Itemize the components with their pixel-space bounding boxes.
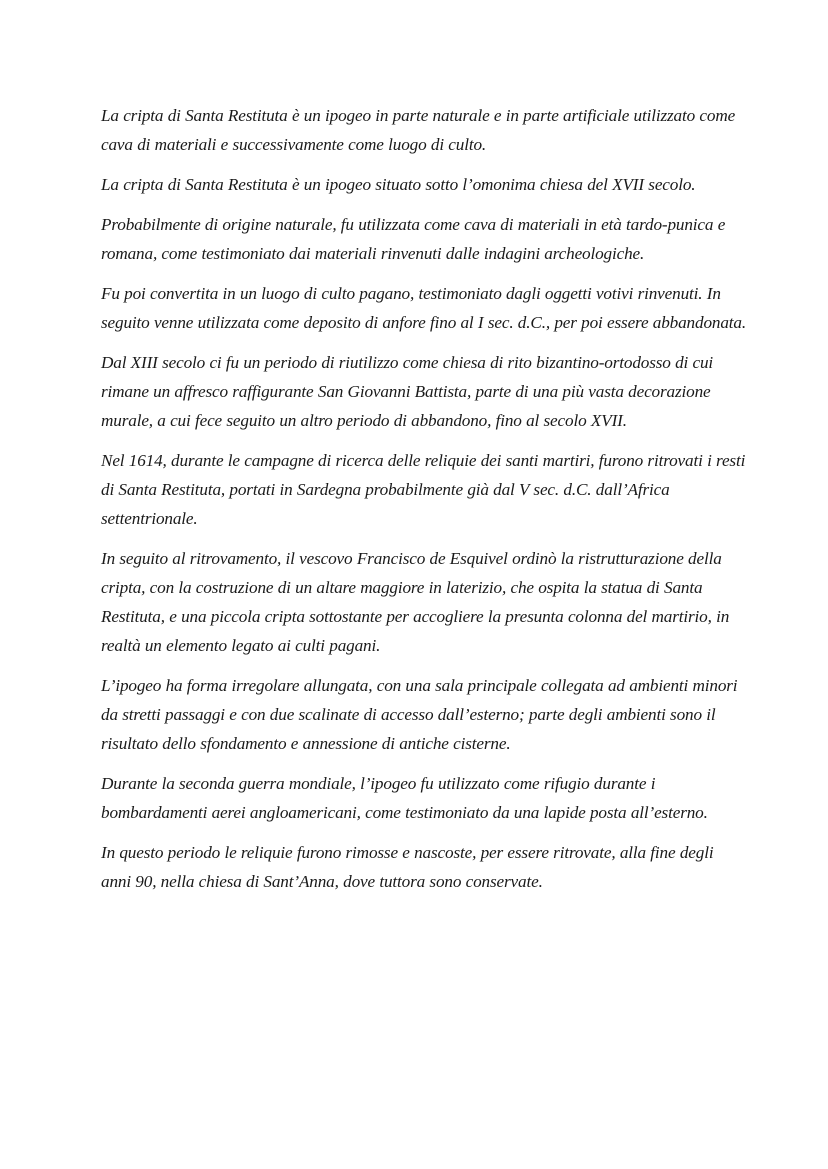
- paragraph: La cripta di Santa Restituta è un ipogeo in parte naturale e in parte artificiale utilizzato come cava di materiali e successivamente come luogo di culto.: [101, 106, 736, 154]
- paragraph: In seguito al ritrovamento, il vescovo Francisco de Esquivel ordinò la ristrutturazione della cripta, con la costruzione di un altare maggiore in laterizio, che ospita la statua di Santa Restituta, e una piccola cripta sottostante per accogliere la presunta colonna del martirio, in realtà un elemento legato ai culti pagani.: [101, 549, 730, 655]
- paragraph: La cripta di Santa Restituta è un ipogeo situato sotto l’omonima chiesa del XVII secolo.: [101, 175, 696, 194]
- paragraph: L’ipogeo ha forma irregolare allungata, con una sala principale collegata ad ambienti minori da stretti passaggi e con due scalinate di accesso dall’esterno; parte degli ambienti sono il risultato dello sfondamento e annessione di antiche cisterne.: [101, 676, 738, 753]
- document-body: [101, 101, 746, 907]
- paragraph: Dal XIII secolo ci fu un periodo di riutilizzo come chiesa di rito bizantino-ortodosso di cui rimane un affresco raffigurante San Giovanni Battista, parte di una più vasta decorazione murale, a cui fece seguito un altro periodo di abbandono, fino al secolo XVII.: [101, 353, 714, 430]
- paragraph: In questo periodo le reliquie furono rimosse e nascoste, per essere ritrovate, alla fine degli anni 90, nella chiesa di Sant’Anna, dove tuttora sono conservate.: [101, 843, 714, 891]
- paragraph: Durante la seconda guerra mondiale, l’ipogeo fu utilizzato come rifugio durante i bombardamenti aerei angloamericani, come testimoniato da una lapide posta all’esterno.: [101, 774, 708, 822]
- paragraph: Nel 1614, durante le campagne di ricerca delle reliquie dei santi martiri, furono ritrovati i resti di Santa Restituta, portati in Sardegna probabilmente già dal V sec. d.C. dall’Africa settentrionale.: [101, 451, 746, 528]
- paragraph: Fu poi convertita in un luogo di culto pagano, testimoniato dagli oggetti votivi rinvenuti. In seguito venne utilizzata come deposito di anfore fino al I sec. d.C., per poi essere abbandonata.: [101, 284, 746, 332]
- paragraph: Probabilmente di origine naturale, fu utilizzata come cava di materiali in età tardo-punica e romana, come testimoniato dai materiali rinvenuti dalle indagini archeologiche.: [101, 215, 726, 263]
